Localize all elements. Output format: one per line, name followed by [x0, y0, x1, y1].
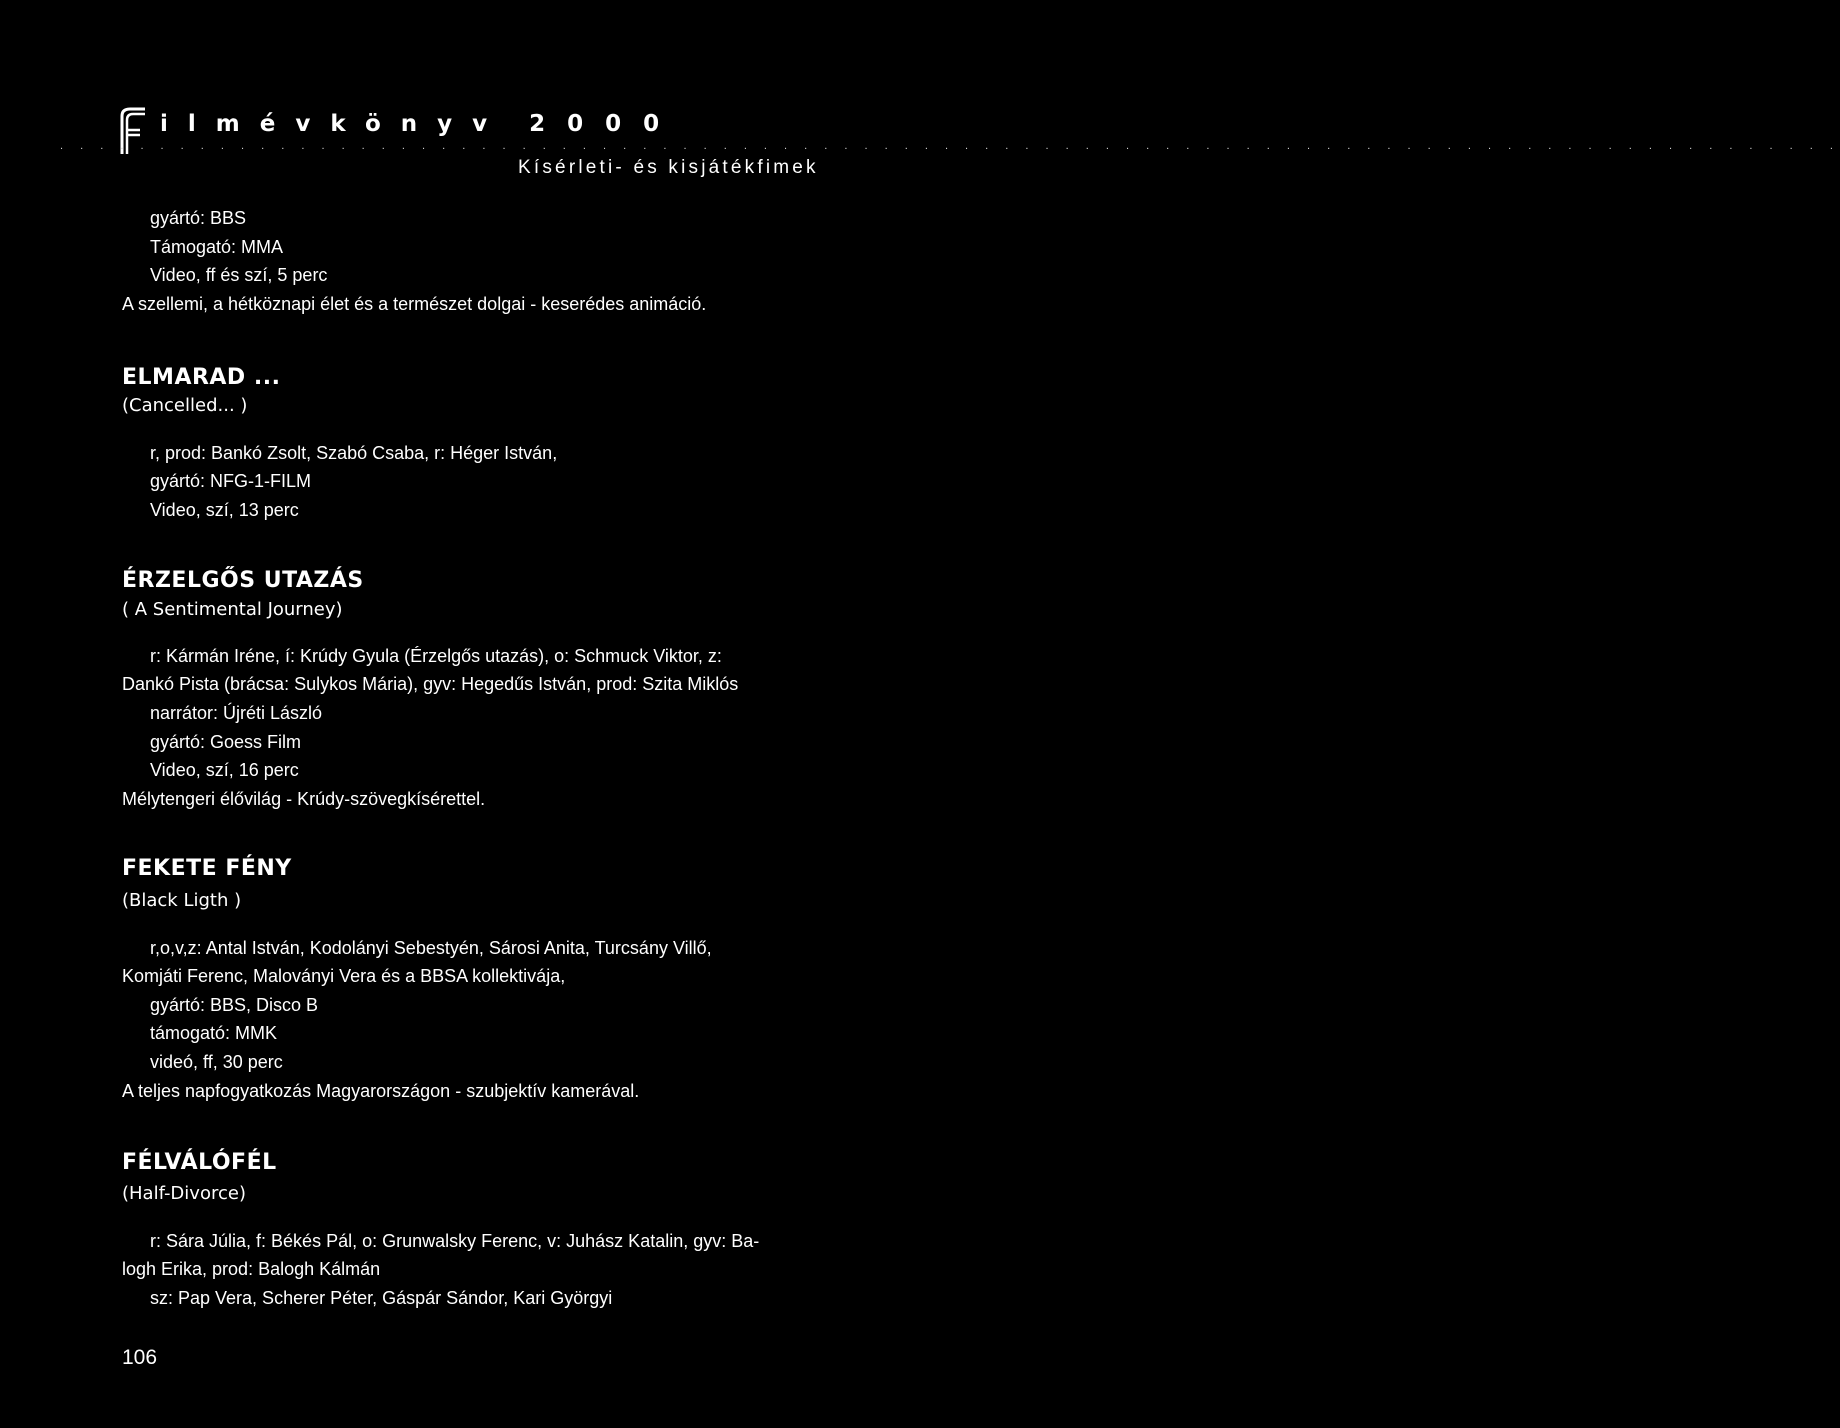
entry-line: videó, ff, 30 perc: [150, 1052, 283, 1072]
entry-original-title: (Half-Divorce): [122, 1183, 246, 1204]
entry-original-title: (Black Ligth ): [122, 890, 242, 911]
entry-title: ELMARAD ...: [122, 365, 281, 390]
entry-line: r: Kármán Iréne, í: Krúdy Gyula (Érzelgős utazás), o: Schmuck Viktor, z:: [150, 646, 722, 666]
entry-line: r: Sára Júlia, f: Békés Pál, o: Grunwalsky Ferenc, v: Juhász Katalin, gyv: Ba-: [150, 1231, 760, 1251]
entry-line: logh Erika, prod: Balogh Kálmán: [122, 1259, 381, 1279]
entry-line: támogató: MMK: [150, 1023, 278, 1043]
dot-leader: . . . . . . . . . . . . . . . . . . . . . . . . . . . . . . . . . . . . . . . . . . . . . . . . . . . . . . . . . . . . . . . . . . . . . . . . . . . . . . . . . . . . . . . . .: [60, 140, 1840, 152]
entry-line: narrátor: Újréti László: [150, 703, 323, 723]
entry-line: Dankó Pista (brácsa: Sulykos Mária), gyv: Hegedűs István, prod: Szita Miklós: [122, 674, 739, 694]
page-number: 106: [122, 1346, 158, 1369]
entry-line: Mélytengeri élővilág - Krúdy-szövegkísérettel.: [122, 789, 486, 809]
entry-line: A teljes napfogyatkozás Magyarországon - szubjektív kamerával.: [122, 1081, 640, 1101]
entry-line: Komjáti Ferenc, Maloványi Vera és a BBSA kollektivája,: [122, 966, 566, 986]
entry-original-title: (Cancelled... ): [122, 395, 248, 416]
entry-title: FÉLVÁLÓFÉL: [122, 1150, 277, 1175]
masthead-title: ilmévkönyv: [160, 111, 508, 137]
entry-line: gyártó: Goess Film: [150, 732, 302, 752]
entry-line: sz: Pap Vera, Scherer Péter, Gáspár Sándor, Kari Györgyi: [150, 1288, 613, 1308]
intro-line: Támogató: MMA: [150, 237, 284, 257]
entry-line: gyártó: BBS, Disco B: [150, 995, 319, 1015]
entry-line: r,o,v,z: Antal István, Kodolányi Sebestyén, Sárosi Anita, Turcsány Villő,: [150, 938, 712, 958]
masthead: [160, 111, 681, 137]
intro-line: A szellemi, a hétköznapi élet és a természet dolgai - keserédes animáció.: [122, 294, 707, 314]
masthead-year: 2000: [529, 111, 682, 137]
entry-line: Video, szí, 13 perc: [150, 500, 299, 520]
entry-title: ÉRZELGŐS UTAZÁS: [122, 568, 364, 593]
entry-title: FEKETE FÉNY: [122, 856, 292, 881]
entry-line: Video, szí, 16 perc: [150, 760, 299, 780]
entry-line: r, prod: Bankó Zsolt, Szabó Csaba, r: Héger István,: [150, 443, 558, 463]
intro-line: Video, ff és szí, 5 perc: [150, 265, 328, 285]
section-title: Kísérleti- és kisjátékfimek: [518, 157, 819, 178]
entry-original-title: ( A Sentimental Journey): [122, 599, 343, 620]
entry-line: gyártó: NFG-1-FILM: [150, 471, 312, 491]
intro-line: gyártó: BBS: [150, 208, 247, 228]
